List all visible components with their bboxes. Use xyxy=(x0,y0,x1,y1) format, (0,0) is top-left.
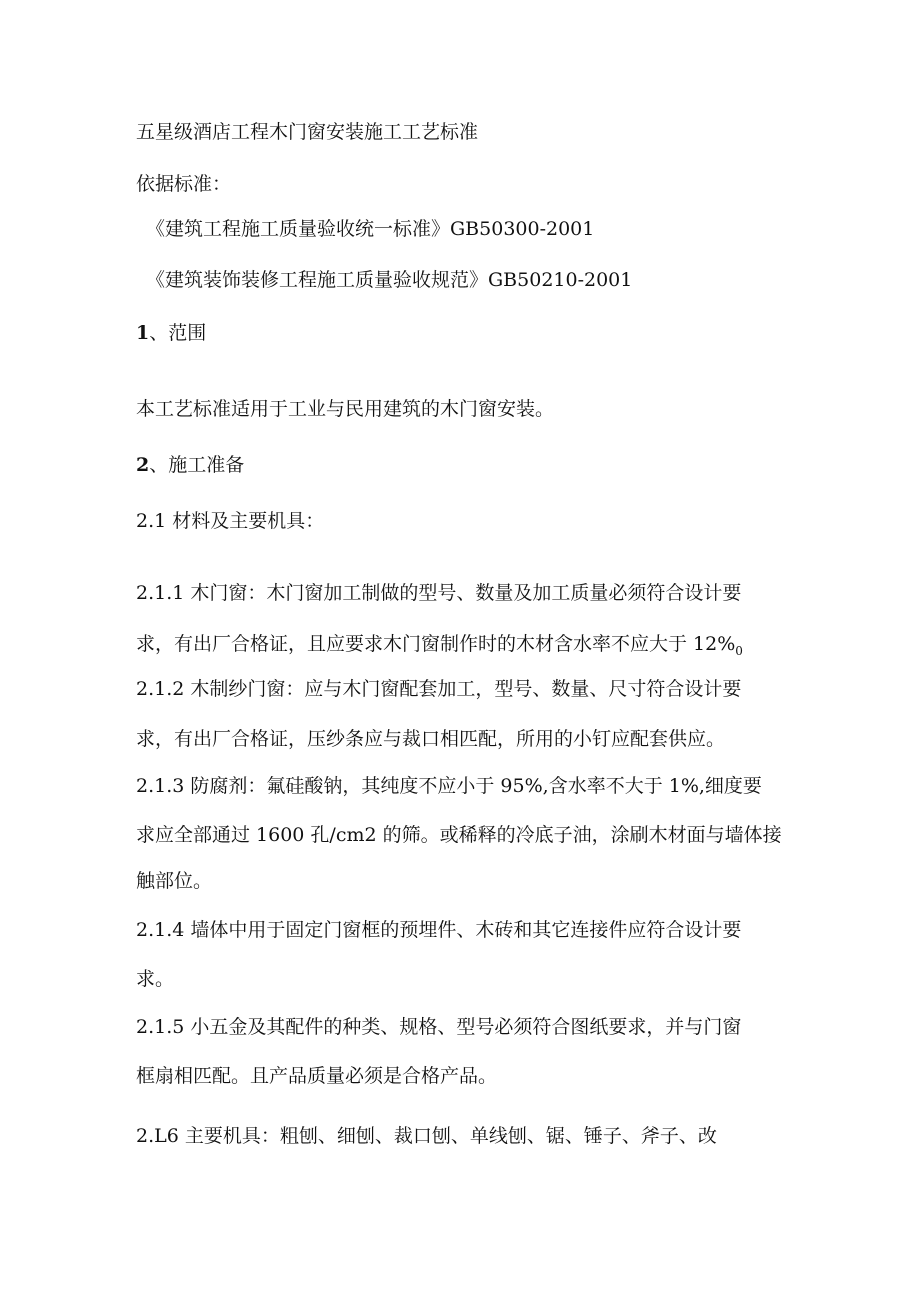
standard-item: 《建筑工程施工质量验收统一标准》GB50300-2001 xyxy=(146,218,595,240)
basis-label: 依据标准： xyxy=(136,173,232,195)
section-number: 2 xyxy=(136,454,150,476)
subscript-zero: 0 xyxy=(735,644,743,658)
section-title: 、范围 xyxy=(149,322,207,344)
paragraph-line: 2.L6 主要机具：粗刨、细刨、裁口刨、单线刨、锯、锤子、斧子、改 xyxy=(136,1125,717,1147)
paragraph-line: 求。 xyxy=(136,968,175,990)
section-number: 1 xyxy=(136,322,150,344)
paragraph-line: 求应全部通过 1600 孔/cm2 的筛。或稀释的冷底子油，涂刷木材面与墙体接 xyxy=(136,824,782,846)
paragraph-line: 2.1.1 木门窗：木门窗加工制做的型号、数量及加工质量必须符合设计要 xyxy=(136,582,742,604)
document-title: 五星级酒店工程木门窗安装施工工艺标准 xyxy=(136,121,479,143)
paragraph-line-text: 求，有出厂合格证，且应要求木门窗制作时的木材含水率不应大于 12% xyxy=(136,633,736,655)
subsection-heading: 2.1 材料及主要机具： xyxy=(136,510,325,532)
section-heading-2 xyxy=(136,453,244,477)
paragraph-line: 2.1.3 防腐剂：氟硅酸钠，其纯度不应小于 95%,含水率不大于 1%,细度要 xyxy=(136,775,762,797)
section-body: 本工艺标准适用于工业与民用建筑的木门窗安装。 xyxy=(136,398,555,420)
paragraph-line: 2.1.5 小五金及其配件的种类、规格、型号必须符合图纸要求，并与门窗 xyxy=(136,1016,742,1038)
paragraph-line: 2.1.2 木制纱门窗：应与木门窗配套加工，型号、数量、尺寸符合设计要 xyxy=(136,678,742,700)
paragraph-line: 触部位。 xyxy=(136,870,213,892)
section-title: 、施工准备 xyxy=(149,454,245,476)
paragraph-line: 求，有出厂合格证，压纱条应与裁口相匹配，所用的小钉应配套供应。 xyxy=(136,728,726,750)
paragraph-line: 框扇相匹配。且产品质量必须是合格产品。 xyxy=(136,1065,498,1087)
standard-item: 《建筑装饰装修工程施工质量验收规范》GB50210-2001 xyxy=(146,269,633,291)
section-heading-1 xyxy=(136,321,206,345)
paragraph-line: 2.1.4 墙体中用于固定门窗框的预埋件、木砖和其它连接件应符合设计要 xyxy=(136,919,742,941)
paragraph-line xyxy=(136,632,743,658)
